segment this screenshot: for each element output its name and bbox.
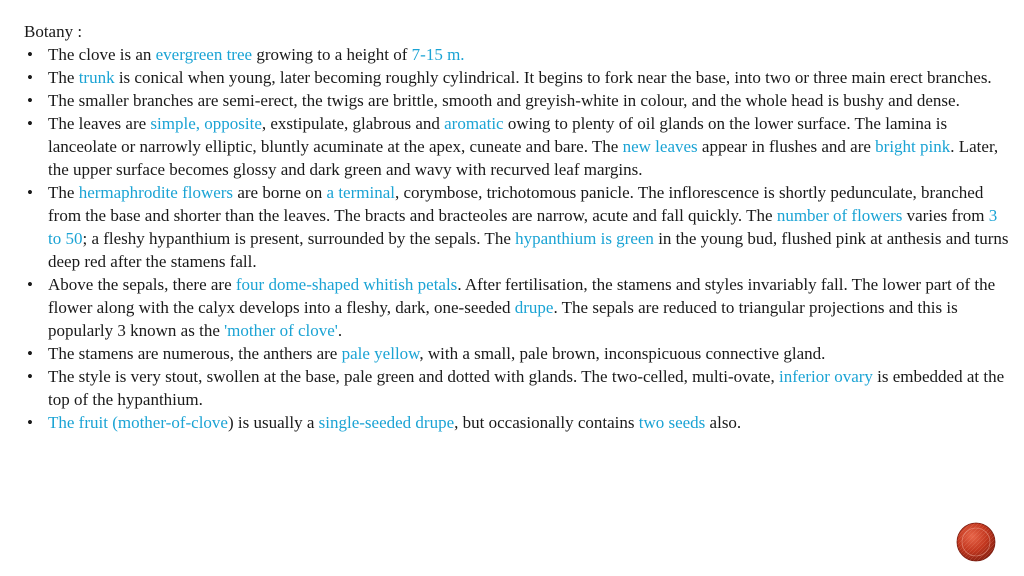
bullet-item: [24, 112, 1014, 181]
bullet-text: also.: [705, 413, 742, 432]
bullet-text: .: [337, 321, 343, 340]
bullet-text: is conical when young, later becoming roughly cylindrical. It begins to fork near the base, into two or three main erect branches.: [114, 68, 992, 87]
bullet-text: The clove is an: [48, 45, 156, 64]
bullet-dot-icon: •: [27, 367, 33, 386]
highlighted-term: pale yellow: [341, 344, 420, 363]
highlighted-term: number of flowers: [776, 206, 903, 225]
highlighted-term: evergreen tree: [155, 45, 253, 64]
bullet-text: appear in flushes and are: [697, 137, 876, 156]
bullet-text: growing to a height of: [252, 45, 412, 64]
highlighted-term: bright pink: [875, 137, 951, 156]
bullet-text: in the young bud, flushed pink at anthesis and turns deep red after the stamens fall.: [48, 229, 1009, 271]
highlighted-term: four dome-shaped whitish petals: [235, 275, 458, 294]
bullet-text: . Later, the upper surface becomes glossy and dark green and wavy with recurved leaf margins.: [48, 137, 999, 179]
bullet-text: , with a small, pale brown, inconspicuous connective gland.: [419, 344, 826, 363]
bullet-item: [24, 411, 1014, 434]
bullet-text: ) is usually a: [227, 413, 319, 432]
bullet-text: , corymbose, trichotomous panicle. The inflorescence is shortly pedunculate, branched from the base and shorter than the leaves. The bracts and bracteoles are narrow, acute and fall quickly. The: [48, 183, 984, 225]
bullet-text: owing to plenty of oil glands on the lower surface. The lamina is lanceolate or narrowly elliptic, bluntly acuminate at the apex, cuneate and bare. The: [48, 114, 948, 156]
bullet-list: [24, 43, 1014, 434]
bullet-dot-icon: •: [27, 114, 33, 133]
highlighted-term: The fruit (mother-of-clove: [48, 413, 228, 432]
bullet-text: are borne on: [233, 183, 327, 202]
highlighted-term: hypanthium is green: [515, 229, 654, 248]
bullet-item: [24, 89, 1014, 112]
highlighted-term: 'mother of clove': [224, 321, 338, 340]
highlighted-term: trunk: [78, 68, 115, 87]
bullet-dot-icon: •: [27, 413, 33, 432]
highlighted-term: a terminal: [326, 183, 395, 202]
bullet-text: is embedded at the top of the hypanthium.: [48, 367, 1005, 409]
bullet-dot-icon: •: [27, 183, 33, 202]
bullet-dot-icon: •: [27, 344, 33, 363]
highlighted-term: simple, opposite: [150, 114, 262, 133]
bullet-text: The stamens are numerous, the anthers are: [48, 344, 342, 363]
highlighted-term: inferior ovary: [778, 367, 873, 386]
highlighted-term: drupe: [514, 298, 554, 317]
bullet-item: [24, 273, 1014, 342]
bullet-item: [24, 181, 1014, 273]
highlighted-term: two seeds: [638, 413, 706, 432]
bullet-text: varies from: [902, 206, 989, 225]
highlighted-term: single-seeded drupe: [318, 413, 455, 432]
bullet-text: The: [48, 68, 79, 87]
section-heading: Botany :: [24, 22, 83, 41]
bullet-dot-icon: •: [27, 45, 33, 64]
highlighted-term: 3 to 50: [48, 206, 998, 248]
bullet-text: Above the sepals, there are: [48, 275, 236, 294]
bullet-text: The smaller branches are semi-erect, the twigs are brittle, smooth and greyish-white in colour, and the whole head is bushy and dense.: [48, 91, 960, 110]
bullet-item: [24, 365, 1014, 411]
highlighted-term: 7-15 m.: [411, 45, 465, 64]
bullet-text: , exstipulate, glabrous and: [261, 114, 445, 133]
bullet-text: The: [48, 183, 79, 202]
bullet-text: The leaves are: [48, 114, 151, 133]
bullet-text: The style is very stout, swollen at the base, pale green and dotted with glands. The two-celled, multi-ovate,: [48, 367, 779, 386]
bullet-text: . After fertilisation, the stamens and styles invariably fall. The lower part of the flower along with the calyx develops into a fleshy, dark, one-seeded: [48, 275, 996, 317]
highlighted-term: new leaves: [622, 137, 698, 156]
bullet-item: [24, 66, 1014, 89]
slide-content: [24, 20, 1014, 434]
bullet-text: ; a fleshy hypanthium is present, surrounded by the sepals. The: [82, 229, 516, 248]
highlighted-term: hermaphrodite flowers: [78, 183, 234, 202]
bullet-dot-icon: •: [27, 68, 33, 87]
bullet-dot-icon: •: [27, 275, 33, 294]
bullet-item: [24, 43, 1014, 66]
bullet-dot-icon: •: [27, 91, 33, 110]
bullet-item: [24, 342, 1014, 365]
highlighted-term: aromatic: [444, 114, 504, 133]
red-sphere-ornament-icon: [956, 522, 996, 562]
bullet-text: . The sepals are reduced to triangular projections and this is popularly 3 known as the: [48, 298, 958, 340]
bullet-text: , but occasionally contains: [454, 413, 639, 432]
